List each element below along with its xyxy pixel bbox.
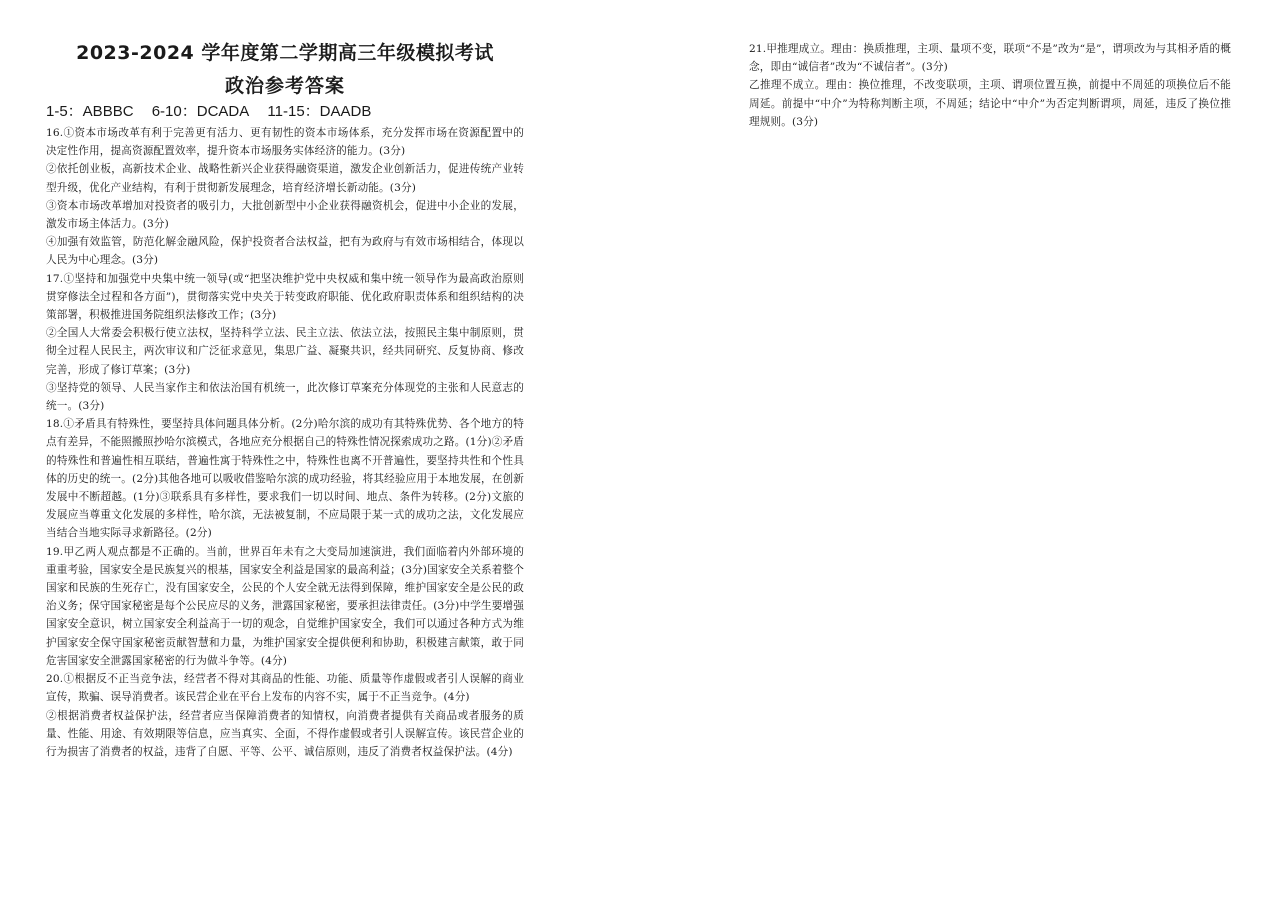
page-title: 2023-2024 学年度第二学期高三年级模拟考试 (76, 42, 494, 64)
left-column (46, 40, 524, 761)
answer-17-point-3: ③坚持党的领导、人民当家作主和依法治国有机统一，此次修订草案充分体现党的主张和人民意志的统一。(3分) (46, 381, 524, 413)
answer-20-point-1: 20.①根据反不正当竞争法，经营者不得对其商品的性能、功能、质量等作虚假或者引人误解的商业宣传，欺骗、误导消费者。该民营企业在平台上发布的内容不实，属于不正当竞争。(4分) (46, 673, 524, 704)
choice-answers-6-10: 6-10：DCADA (151, 103, 250, 120)
multiple-choice-answers (46, 102, 524, 122)
page-subtitle: 政治参考答案 (224, 75, 345, 97)
answer-20-point-2: ②根据消费者权益保护法，经营者应当保障消费者的知情权，向消费者提供有关商品或者服务的质量、性能、用途、有效期限等信息，应当真实、全面，不得作虚假或者引人误解宣传。该民营企业的行为损害了消费者的权益，违背了自愿、平等、公平、诚信原则，违反了消费者权益保护法。(4分) (46, 709, 524, 758)
answer-16-point-1: 16.①资本市场改革有利于完善更有活力、更有韧性的资本市场体系，充分发挥市场在资源配置中的决定性作用，提高资源配置效率，提升资本市场服务实体经济的能力。(3分) (46, 127, 524, 158)
choice-answers-11-15: 11-15：DAADB (267, 103, 372, 120)
answer-16-point-4: ④加强有效监管，防范化解金融风险，保护投资者合法权益，把有为政府与有效市场相结合，体现以人民为中心理念。(3分) (46, 236, 524, 267)
answer-21-part-a: 21.甲推理成立。理由：换质推理，主项、量项不变，联项“不是”改为“是”，谓项改为与其相矛盾的概念，即由“诚信者”改为“不诚信者”。(3分) (749, 43, 1231, 74)
answer-17-point-1: 17.①坚持和加强党中央集中统一领导(或“把坚决维护党中央权威和集中统一领导作为最高政治原则贯穿修法全过程和各方面”)，贯彻落实党中央关于转变政府职能、优化政府职责体系和组织结构的决策部署，积极推进国务院组织法修改工作；(3分) (46, 272, 524, 322)
answer-16-point-3: ③资本市场改革增加对投资者的吸引力，大批创新型中小企业获得融资机会，促进中小企业的发展，激发市场主体活力。(3分) (46, 199, 524, 231)
answer-19: 19.甲乙两人观点都是不正确的。当前，世界百年未有之大变局加速演进，我们面临着内外部环境的重重考验，国家安全是民族复兴的根基，国家安全利益是国家的最高利益；(3分)国家安全关系着整个国家和民族的生死存亡，没有国家安全，公民的个人安全就无法得到保障，维护国家安全是公民的政治义务；保守国家秘密是每个公民应尽的义务，泄露国家秘密，要承担法律责任。(3分)中学生要增强国家安全意识，树立国家安全利益高于一切的观念，自觉维护国家安全，我们可以通过各种方式为维护国家安全保守国家秘密贡献智慧和力量，为维护国家安全提供便利和协助，积极建言献策，敢于同危害国家安全泄露国家秘密的行为做斗争等。(4分) (46, 545, 524, 667)
answer-21-part-b: 乙推理不成立。理由：换位推理，不改变联项，主项、谓项位置互换，前提中不周延的项换位后不能周延。前提中“中介”为特称判断主项，不周延；结论中“中介”为否定判断谓项，周延，违反了换位推理规则。(3分) (749, 79, 1231, 128)
choice-answers-1-5: 1-5：ABBBC (46, 103, 134, 120)
right-column (749, 40, 1231, 131)
answer-16-point-2: ②依托创业板，高新技术企业、战略性新兴企业获得融资渠道，激发企业创新活力，促进传统产业转型升级，优化产业结构，有利于贯彻新发展理念，培育经济增长新动能。(3分) (46, 163, 524, 194)
answer-18: 18.①矛盾具有特殊性，要坚持具体问题具体分析。(2分)哈尔滨的成功有其特殊优势、各个地方的特点有差异，不能照搬照抄哈尔滨模式，各地应充分根据自己的特殊性情况探索成功之路。(1分)②矛盾的特殊性和普遍性相互联结，普遍性寓于特殊性之中，特殊性也离不开普遍性，要坚持共性和个性具体的历史的统一。(2分)其他各地可以吸收借鉴哈尔滨的成功经验，将其经验应用于本地发展，在创新发展中不断超越。(1分)③联系具有多样性，要求我们一切以时间、地点、条件为转移。(2分)文旅的发展应当尊重文化发展的多样性，哈尔滨，无法被复制，不应局限于某一式的成功之法，文化发展应当结合当地实际寻求新路径。(2分) (46, 418, 524, 540)
answer-17-point-2: ②全国人大常委会积极行使立法权，坚持科学立法、民主立法、依法立法，按照民主集中制原则，贯彻全过程人民民主，两次审议和广泛征求意见，集思广益、凝聚共识，经共同研究、反复协商、修改完善，形成了修订草案；(3分) (46, 327, 524, 376)
